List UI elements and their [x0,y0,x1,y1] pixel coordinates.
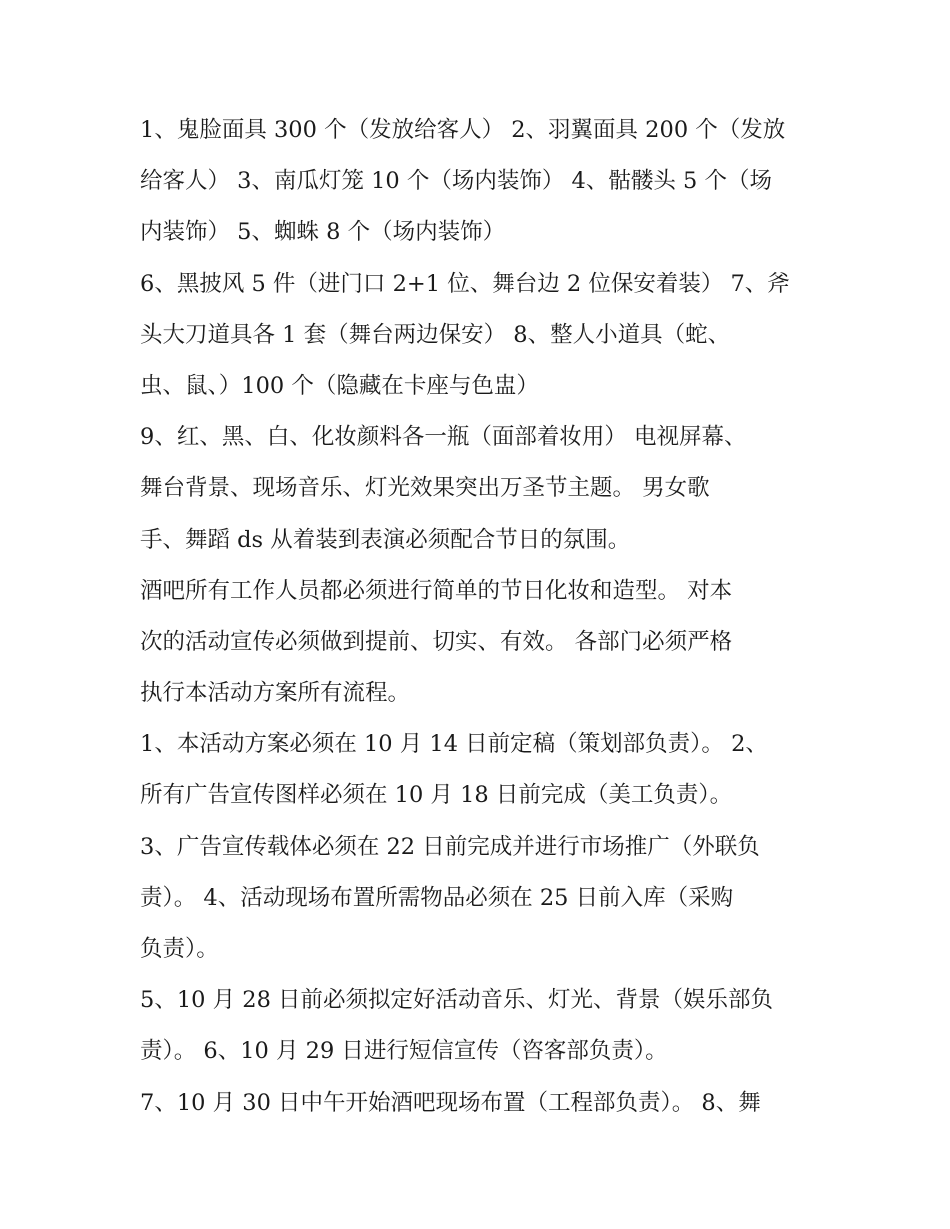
text-line: 6、黑披风 5 件（进门口 2+1 位、舞台边 2 位保安着装） 7、斧 [140,270,790,297]
text-line: 1、鬼脸面具 300 个（发放给客人） 2、羽翼面具 200 个（发放 [140,117,786,143]
text-line: 内装饰） 5、蜘蛛 8 个（场内装饰） [140,219,506,246]
text-line: 次的活动宣传必须做到提前、切实、有效。 各部门必须严格 [140,628,733,655]
text-line: 1、本活动方案必须在 10 月 14 日前定稿（策划部负责）。 2、 [140,731,768,758]
text-line: 手、舞蹈 ds 从着装到表演必须配合节日的氛围。 [140,526,631,553]
text-line: 7、10 月 30 日中午开始酒吧现场布置（工程部负责）。 8、舞 [140,1089,761,1116]
text-line: 责）。 6、10 月 29 日进行短信宣传（咨客部负责）。 [140,1038,668,1065]
text-line: 5、10 月 28 日前必须拟定好活动音乐、灯光、背景（娱乐部负 [140,987,774,1014]
document-body [140,105,820,1129]
text-line: 9、红、黑、白、化妆颜料各一瓶（面部着妆用） 电视屏幕、 [140,424,747,451]
text-line: 责）。 4、活动现场布置所需物品必须在 25 日前入库（采购 [140,884,734,911]
text-line: 头大刀道具各 1 套（舞台两边保安） 8、整人小道具（蛇、 [140,321,731,348]
text-line: 舞台背景、现场音乐、灯光效果突出万圣节主题。 男女歌 [140,475,710,502]
text-line: 酒吧所有工作人员都必须进行简单的节日化妆和造型。 对本 [140,577,733,604]
text-line: 虫、鼠、）100 个（隐藏在卡座与色盅） [140,372,539,399]
text-line: 3、广告宣传载体必须在 22 日前完成并进行市场推广（外联负 [140,833,760,860]
text-line: 给客人） 3、南瓜灯笼 10 个（场内装饰） 4、骷髅头 5 个（场 [140,168,772,195]
text-line: 负责）。 [140,936,219,962]
text-line: 执行本活动方案所有流程。 [140,680,411,707]
text-line: 所有广告宣传图样必须在 10 月 18 日前完成（美工负责）。 [140,782,733,809]
